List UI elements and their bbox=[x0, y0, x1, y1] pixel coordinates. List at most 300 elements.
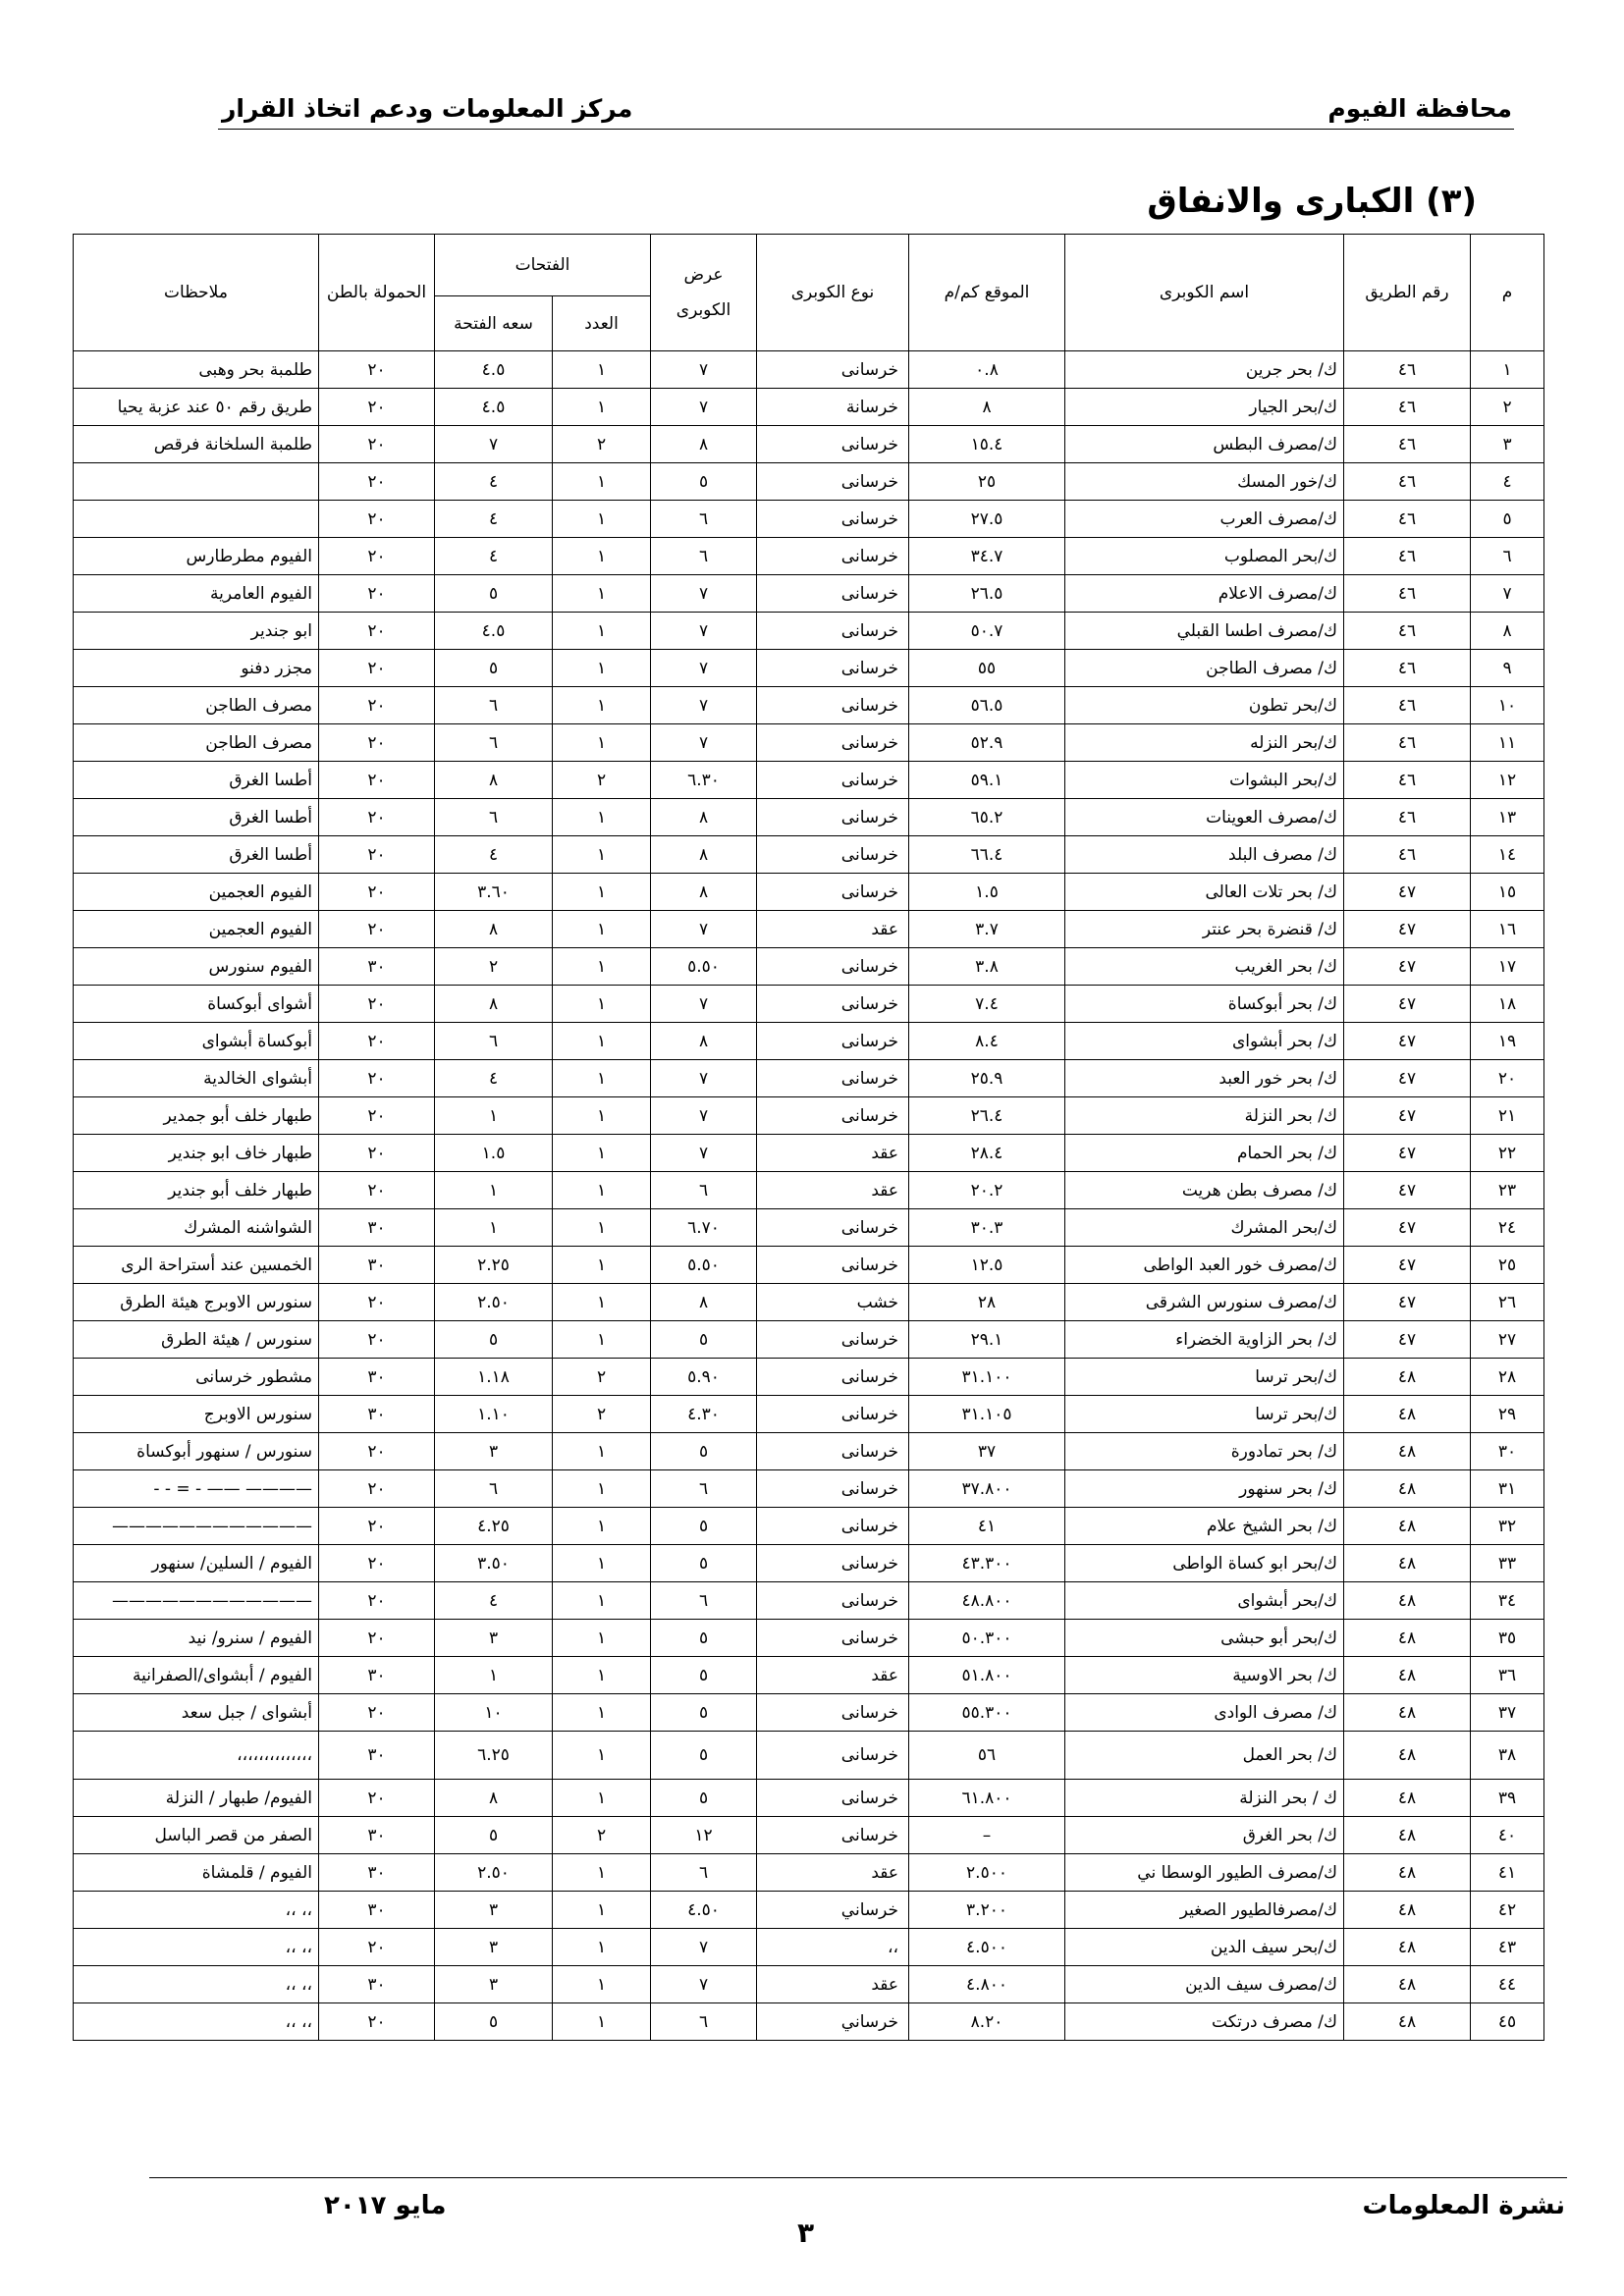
cell-bridge-name: ك / بحر النزلة bbox=[1065, 1780, 1344, 1817]
cell-load-tons: ٢٠ bbox=[319, 463, 435, 501]
cell-row-number: ٤٥ bbox=[1471, 2003, 1544, 2041]
table-row bbox=[74, 1732, 1544, 1780]
cell-bridge-type: خرسانى bbox=[757, 1582, 909, 1620]
page-number: ٣ bbox=[797, 2216, 815, 2249]
cell-load-tons: ٢٠ bbox=[319, 1470, 435, 1508]
cell-opening-span: ٣ bbox=[435, 1892, 553, 1929]
cell-bridge-width: ٧ bbox=[651, 724, 757, 762]
cell-bridge-width: ٧ bbox=[651, 650, 757, 687]
cell-bridge-name: ك/بحر المشرك bbox=[1065, 1209, 1344, 1247]
cell-notes: أشواى أبوكساة bbox=[74, 986, 319, 1023]
cell-notes: أطسا الغرق bbox=[74, 762, 319, 799]
cell-road-number: ٤٨ bbox=[1344, 2003, 1471, 2041]
cell-row-number: ٣٠ bbox=[1471, 1433, 1544, 1470]
col-header-openings: الفتحات bbox=[435, 235, 651, 296]
cell-notes: أطسا الغرق bbox=[74, 836, 319, 874]
cell-opening-span: ٣.٥٠ bbox=[435, 1545, 553, 1582]
cell-bridge-width: ٦.٣٠ bbox=[651, 762, 757, 799]
cell-road-number: ٤٧ bbox=[1344, 948, 1471, 986]
cell-bridge-location: ٣١.١٠٥ bbox=[909, 1396, 1065, 1433]
col-header-width: عرض الكوبرى bbox=[651, 235, 757, 351]
cell-road-number: ٤٧ bbox=[1344, 1321, 1471, 1359]
cell-load-tons: ٢٠ bbox=[319, 1780, 435, 1817]
header-divider bbox=[218, 129, 1514, 130]
cell-row-number: ٣٤ bbox=[1471, 1582, 1544, 1620]
cell-notes: ،،،،،،،،،،،،،، bbox=[74, 1732, 319, 1780]
cell-bridge-name: ك/ بحر أبشواى bbox=[1065, 1023, 1344, 1060]
cell-notes: الفيوم سنورس bbox=[74, 948, 319, 986]
table-row bbox=[74, 1359, 1544, 1396]
cell-row-number: ٣٧ bbox=[1471, 1694, 1544, 1732]
table-row bbox=[74, 687, 1544, 724]
cell-bridge-type: خرسانى bbox=[757, 687, 909, 724]
cell-opening-span: ٣ bbox=[435, 1433, 553, 1470]
cell-bridge-name: ك/ بحر الحمام bbox=[1065, 1135, 1344, 1172]
cell-opening-span: ١.١٨ bbox=[435, 1359, 553, 1396]
table-row bbox=[74, 1396, 1544, 1433]
table-row bbox=[74, 1247, 1544, 1284]
cell-notes: ،، ،، bbox=[74, 1892, 319, 1929]
cell-opening-span: ٣ bbox=[435, 1966, 553, 2003]
cell-bridge-location: ٦٦.٤ bbox=[909, 836, 1065, 874]
cell-row-number: ٣٢ bbox=[1471, 1508, 1544, 1545]
cell-bridge-width: ٥ bbox=[651, 1694, 757, 1732]
cell-opening-span: ٦ bbox=[435, 1470, 553, 1508]
cell-row-number: ٦ bbox=[1471, 538, 1544, 575]
cell-load-tons: ٢٠ bbox=[319, 1284, 435, 1321]
cell-bridge-location: ٣٧ bbox=[909, 1433, 1065, 1470]
cell-opening-span: ٨ bbox=[435, 911, 553, 948]
cell-row-number: ٢٨ bbox=[1471, 1359, 1544, 1396]
cell-notes: الفيوم العجمين bbox=[74, 911, 319, 948]
cell-road-number: ٤٧ bbox=[1344, 1135, 1471, 1172]
footer-date: مايو ٢٠١٧ bbox=[324, 2191, 447, 2220]
cell-opening-span: ٥ bbox=[435, 650, 553, 687]
cell-bridge-type: خرسانى bbox=[757, 836, 909, 874]
cell-load-tons: ٢٠ bbox=[319, 1172, 435, 1209]
cell-bridge-location: ٤٣.٣٠٠ bbox=[909, 1545, 1065, 1582]
cell-road-number: ٤٧ bbox=[1344, 986, 1471, 1023]
cell-load-tons: ٣٠ bbox=[319, 1732, 435, 1780]
cell-bridge-name: ك/ بحر الزاوية الخضراء bbox=[1065, 1321, 1344, 1359]
table-row bbox=[74, 724, 1544, 762]
cell-notes: الخمسين عند أستراحة الرى bbox=[74, 1247, 319, 1284]
cell-bridge-location: ٢٦.٤ bbox=[909, 1097, 1065, 1135]
cell-road-number: ٤٨ bbox=[1344, 1732, 1471, 1780]
cell-row-number: ١١ bbox=[1471, 724, 1544, 762]
table-row bbox=[74, 1097, 1544, 1135]
cell-load-tons: ٢٠ bbox=[319, 1097, 435, 1135]
cell-bridge-location: ٣١.١٠٠ bbox=[909, 1359, 1065, 1396]
cell-bridge-location: ٣.٢٠٠ bbox=[909, 1892, 1065, 1929]
cell-bridge-type: خرسانى bbox=[757, 650, 909, 687]
cell-opening-span: ١ bbox=[435, 1657, 553, 1694]
cell-bridge-location: ٢٦.٥ bbox=[909, 575, 1065, 613]
col-header-count: العدد bbox=[553, 296, 651, 351]
cell-row-number: ١٢ bbox=[1471, 762, 1544, 799]
cell-row-number: ١٨ bbox=[1471, 986, 1544, 1023]
cell-bridge-type: خرسانى bbox=[757, 799, 909, 836]
cell-opening-span: ٤ bbox=[435, 501, 553, 538]
cell-load-tons: ٣٠ bbox=[319, 1209, 435, 1247]
cell-bridge-location: ٢٩.١ bbox=[909, 1321, 1065, 1359]
cell-bridge-width: ٧ bbox=[651, 1966, 757, 2003]
cell-bridge-name: ك/مصرف خور العبد الواطى bbox=[1065, 1247, 1344, 1284]
cell-bridge-type: خرسانى bbox=[757, 1780, 909, 1817]
cell-bridge-type: خرسانى bbox=[757, 948, 909, 986]
table-row bbox=[74, 1817, 1544, 1854]
cell-opening-span: ٧ bbox=[435, 426, 553, 463]
cell-bridge-type: خرسانى bbox=[757, 463, 909, 501]
cell-openings-count: ١ bbox=[553, 1657, 651, 1694]
cell-openings-count: ١ bbox=[553, 1620, 651, 1657]
cell-road-number: ٤٦ bbox=[1344, 799, 1471, 836]
cell-row-number: ١ bbox=[1471, 351, 1544, 389]
cell-opening-span: ١ bbox=[435, 1209, 553, 1247]
cell-road-number: ٤٦ bbox=[1344, 426, 1471, 463]
cell-load-tons: ٢٠ bbox=[319, 538, 435, 575]
cell-road-number: ٤٨ bbox=[1344, 1780, 1471, 1817]
cell-openings-count: ١ bbox=[553, 1060, 651, 1097]
cell-load-tons: ٢٠ bbox=[319, 575, 435, 613]
cell-bridge-width: ٧ bbox=[651, 613, 757, 650]
cell-row-number: ٢٢ bbox=[1471, 1135, 1544, 1172]
cell-bridge-location: ٥٦ bbox=[909, 1732, 1065, 1780]
table-row bbox=[74, 613, 1544, 650]
cell-bridge-name: ك/بحر النزله bbox=[1065, 724, 1344, 762]
cell-notes: طلمبة بحر وهبى bbox=[74, 351, 319, 389]
cell-openings-count: ١ bbox=[553, 799, 651, 836]
cell-load-tons: ٢٠ bbox=[319, 799, 435, 836]
cell-bridge-location: ٥٥.٣٠٠ bbox=[909, 1694, 1065, 1732]
cell-opening-span: ٤.٢٥ bbox=[435, 1508, 553, 1545]
cell-bridge-name: ك/بحر ترسا bbox=[1065, 1359, 1344, 1396]
col-header-bridge-type: نوع الكوبرى bbox=[757, 235, 909, 351]
cell-bridge-width: ٥.٥٠ bbox=[651, 1247, 757, 1284]
cell-bridge-name: ك/ بحر النزلة bbox=[1065, 1097, 1344, 1135]
table-row bbox=[74, 1694, 1544, 1732]
table-row bbox=[74, 1172, 1544, 1209]
cell-bridge-name: ك/مصرف سيف الدين bbox=[1065, 1966, 1344, 2003]
cell-notes: مصرف الطاجن bbox=[74, 687, 319, 724]
table-row bbox=[74, 351, 1544, 389]
table-row bbox=[74, 799, 1544, 836]
cell-road-number: ٤٧ bbox=[1344, 911, 1471, 948]
cell-load-tons: ٣٠ bbox=[319, 1854, 435, 1892]
cell-road-number: ٤٦ bbox=[1344, 501, 1471, 538]
cell-notes: الفيوم / أبشواى/الصفرانية bbox=[74, 1657, 319, 1694]
table-row bbox=[74, 1135, 1544, 1172]
cell-notes: الفيوم العامرية bbox=[74, 575, 319, 613]
cell-bridge-type: خرسانى bbox=[757, 538, 909, 575]
cell-bridge-width: ٧ bbox=[651, 1060, 757, 1097]
cell-openings-count: ١ bbox=[553, 1209, 651, 1247]
cell-bridge-location: ٧.٤ bbox=[909, 986, 1065, 1023]
cell-row-number: ٤ bbox=[1471, 463, 1544, 501]
cell-bridge-location: ٥٠.٣٠٠ bbox=[909, 1620, 1065, 1657]
cell-load-tons: ٣٠ bbox=[319, 1359, 435, 1396]
cell-bridge-width: ٧ bbox=[651, 389, 757, 426]
cell-road-number: ٤٨ bbox=[1344, 1892, 1471, 1929]
cell-opening-span: ٥ bbox=[435, 2003, 553, 2041]
cell-bridge-name: ك/بحر أبشواى bbox=[1065, 1582, 1344, 1620]
cell-load-tons: ٢٠ bbox=[319, 1433, 435, 1470]
cell-notes: أبشواى / جبل سعد bbox=[74, 1694, 319, 1732]
cell-bridge-name: ك/ بحر سنهور bbox=[1065, 1470, 1344, 1508]
cell-notes: طريق رقم ٥٠ عند عزبة يحيا bbox=[74, 389, 319, 426]
cell-bridge-width: ٥.٩٠ bbox=[651, 1359, 757, 1396]
cell-bridge-type: خرسانى bbox=[757, 351, 909, 389]
cell-notes bbox=[74, 463, 319, 501]
cell-opening-span: ٤ bbox=[435, 1060, 553, 1097]
cell-bridge-name: ك/ بحر الغريب bbox=[1065, 948, 1344, 986]
cell-openings-count: ١ bbox=[553, 1929, 651, 1966]
cell-road-number: ٤٦ bbox=[1344, 575, 1471, 613]
col-header-m: م bbox=[1471, 235, 1544, 351]
cell-road-number: ٤٧ bbox=[1344, 1060, 1471, 1097]
table-row bbox=[74, 1433, 1544, 1470]
cell-openings-count: ٢ bbox=[553, 426, 651, 463]
cell-notes: أبوكساة أبشواى bbox=[74, 1023, 319, 1060]
cell-bridge-type: خرساني bbox=[757, 2003, 909, 2041]
table-row bbox=[74, 1470, 1544, 1508]
cell-load-tons: ٢٠ bbox=[319, 1620, 435, 1657]
cell-bridge-location: ٥٦.٥ bbox=[909, 687, 1065, 724]
cell-road-number: ٤٧ bbox=[1344, 1284, 1471, 1321]
cell-road-number: ٤٨ bbox=[1344, 1508, 1471, 1545]
cell-bridge-width: ١٢ bbox=[651, 1817, 757, 1854]
cell-openings-count: ١ bbox=[553, 538, 651, 575]
cell-bridge-width: ٨ bbox=[651, 1284, 757, 1321]
cell-road-number: ٤٦ bbox=[1344, 613, 1471, 650]
cell-bridge-name: ك/ بحر تلات العالى bbox=[1065, 874, 1344, 911]
table-row bbox=[74, 1321, 1544, 1359]
cell-bridge-width: ٦ bbox=[651, 1470, 757, 1508]
cell-row-number: ١٥ bbox=[1471, 874, 1544, 911]
cell-bridge-type: خرسانى bbox=[757, 762, 909, 799]
cell-bridge-type: خرسانى bbox=[757, 1470, 909, 1508]
cell-bridge-name: ك/بحر الجيار bbox=[1065, 389, 1344, 426]
cell-row-number: ٣٩ bbox=[1471, 1780, 1544, 1817]
cell-road-number: ٤٧ bbox=[1344, 1247, 1471, 1284]
cell-openings-count: ١ bbox=[553, 575, 651, 613]
cell-row-number: ٢٤ bbox=[1471, 1209, 1544, 1247]
cell-bridge-name: ك/مصرف العوينات bbox=[1065, 799, 1344, 836]
cell-bridge-type: خرسانى bbox=[757, 1396, 909, 1433]
cell-road-number: ٤٧ bbox=[1344, 1097, 1471, 1135]
cell-notes: الفيوم/ طبهار / النزلة bbox=[74, 1780, 319, 1817]
cell-bridge-width: ٦ bbox=[651, 1854, 757, 1892]
cell-notes: الصفر من قصر الباسل bbox=[74, 1817, 319, 1854]
cell-opening-span: ١ bbox=[435, 1097, 553, 1135]
cell-bridge-type: خرسانى bbox=[757, 1545, 909, 1582]
cell-openings-count: ١ bbox=[553, 1097, 651, 1135]
table-row bbox=[74, 650, 1544, 687]
cell-bridge-type: خرسانى bbox=[757, 1060, 909, 1097]
cell-openings-count: ١ bbox=[553, 351, 651, 389]
cell-notes: مشطور خرسانى bbox=[74, 1359, 319, 1396]
cell-road-number: ٤٦ bbox=[1344, 463, 1471, 501]
table-row bbox=[74, 1582, 1544, 1620]
cell-opening-span: ٣.٦٠ bbox=[435, 874, 553, 911]
cell-opening-span: ٨ bbox=[435, 762, 553, 799]
cell-openings-count: ١ bbox=[553, 1966, 651, 2003]
cell-road-number: ٤٦ bbox=[1344, 351, 1471, 389]
cell-bridge-name: ك/ بحر أبوكساة bbox=[1065, 986, 1344, 1023]
col-header-road-no: رقم الطريق bbox=[1344, 235, 1471, 351]
cell-opening-span: ٥ bbox=[435, 575, 553, 613]
cell-notes: سنورس الاوبرج bbox=[74, 1396, 319, 1433]
cell-notes: الفيوم / السلين/ سنهور bbox=[74, 1545, 319, 1582]
col-header-location: الموقع كم/م bbox=[909, 235, 1065, 351]
cell-opening-span: ٢.٥٠ bbox=[435, 1284, 553, 1321]
cell-bridge-type: خرسانى bbox=[757, 426, 909, 463]
cell-bridge-name: ك/ بحر الاوسية bbox=[1065, 1657, 1344, 1694]
cell-load-tons: ٣٠ bbox=[319, 1657, 435, 1694]
cell-load-tons: ٢٠ bbox=[319, 1508, 435, 1545]
cell-road-number: ٤٦ bbox=[1344, 650, 1471, 687]
cell-row-number: ٥ bbox=[1471, 501, 1544, 538]
cell-bridge-location: ٨ bbox=[909, 389, 1065, 426]
cell-load-tons: ٢٠ bbox=[319, 426, 435, 463]
cell-road-number: ٤٨ bbox=[1344, 1359, 1471, 1396]
table-row bbox=[74, 1023, 1544, 1060]
cell-bridge-type: خرسانى bbox=[757, 1694, 909, 1732]
cell-bridge-type: خرسانى bbox=[757, 1620, 909, 1657]
cell-notes: ،، ،، bbox=[74, 2003, 319, 2041]
table-row bbox=[74, 948, 1544, 986]
cell-road-number: ٤٧ bbox=[1344, 1209, 1471, 1247]
cell-row-number: ٣٥ bbox=[1471, 1620, 1544, 1657]
cell-road-number: ٤٦ bbox=[1344, 762, 1471, 799]
cell-bridge-width: ٧ bbox=[651, 351, 757, 389]
cell-openings-count: ١ bbox=[553, 1732, 651, 1780]
cell-bridge-location: ٥١.٨٠٠ bbox=[909, 1657, 1065, 1694]
cell-bridge-type: عقد bbox=[757, 1966, 909, 2003]
cell-bridge-location: ٤.٨٠٠ bbox=[909, 1966, 1065, 2003]
cell-row-number: ١٤ bbox=[1471, 836, 1544, 874]
cell-bridge-type: خرسانى bbox=[757, 575, 909, 613]
cell-notes: الفيوم / قلمشاة bbox=[74, 1854, 319, 1892]
cell-opening-span: ٦ bbox=[435, 687, 553, 724]
table-row bbox=[74, 874, 1544, 911]
cell-bridge-width: ٥ bbox=[651, 1433, 757, 1470]
cell-bridge-location: ٦٥.٢ bbox=[909, 799, 1065, 836]
cell-row-number: ٢٠ bbox=[1471, 1060, 1544, 1097]
cell-openings-count: ١ bbox=[553, 1470, 651, 1508]
cell-opening-span: ٤.٥ bbox=[435, 389, 553, 426]
cell-notes: طبهار خلف أبو جندير bbox=[74, 1172, 319, 1209]
table-row bbox=[74, 2003, 1544, 2041]
table-row bbox=[74, 1657, 1544, 1694]
cell-opening-span: ٢.٥٠ bbox=[435, 1854, 553, 1892]
cell-bridge-location: ٣.٨ bbox=[909, 948, 1065, 986]
cell-row-number: ٣٦ bbox=[1471, 1657, 1544, 1694]
table-body bbox=[74, 351, 1544, 2041]
cell-row-number: ٢٧ bbox=[1471, 1321, 1544, 1359]
cell-notes: أبشواى الخالدية bbox=[74, 1060, 319, 1097]
cell-openings-count: ١ bbox=[553, 1854, 651, 1892]
cell-opening-span: ٦.٢٥ bbox=[435, 1732, 553, 1780]
cell-bridge-location: ١.٥ bbox=[909, 874, 1065, 911]
cell-road-number: ٤٨ bbox=[1344, 1470, 1471, 1508]
cell-openings-count: ١ bbox=[553, 986, 651, 1023]
cell-openings-count: ١ bbox=[553, 1433, 651, 1470]
cell-bridge-name: ك/بحر ترسا bbox=[1065, 1396, 1344, 1433]
cell-notes: الفيوم مطرطارس bbox=[74, 538, 319, 575]
table-row bbox=[74, 1780, 1544, 1817]
cell-bridge-width: ٧ bbox=[651, 1135, 757, 1172]
col-header-load: الحمولة بالطن bbox=[319, 235, 435, 351]
cell-row-number: ٣٣ bbox=[1471, 1545, 1544, 1582]
table-row bbox=[74, 836, 1544, 874]
cell-openings-count: ١ bbox=[553, 836, 651, 874]
cell-row-number: ٤١ bbox=[1471, 1854, 1544, 1892]
col-header-notes: ملاحظات bbox=[74, 235, 319, 351]
cell-bridge-name: ك/بحر البشوات bbox=[1065, 762, 1344, 799]
cell-road-number: ٤٦ bbox=[1344, 538, 1471, 575]
cell-load-tons: ٢٠ bbox=[319, 762, 435, 799]
cell-bridge-name: ك/مصرف العرب bbox=[1065, 501, 1344, 538]
table-row bbox=[74, 426, 1544, 463]
cell-openings-count: ١ bbox=[553, 1780, 651, 1817]
cell-opening-span: ٤ bbox=[435, 836, 553, 874]
cell-road-number: ٤٦ bbox=[1344, 389, 1471, 426]
cell-openings-count: ١ bbox=[553, 389, 651, 426]
cell-bridge-location: ٠.٨ bbox=[909, 351, 1065, 389]
cell-bridge-width: ٦ bbox=[651, 1172, 757, 1209]
cell-bridge-width: ٦ bbox=[651, 538, 757, 575]
cell-bridge-location: ٤.٥٠٠ bbox=[909, 1929, 1065, 1966]
cell-bridge-location: ٨.٢٠ bbox=[909, 2003, 1065, 2041]
cell-bridge-location: ٣٤.٧ bbox=[909, 538, 1065, 575]
cell-bridge-location: ٨.٤ bbox=[909, 1023, 1065, 1060]
table-row bbox=[74, 575, 1544, 613]
cell-notes: سنورس / سنهور أبوكساة bbox=[74, 1433, 319, 1470]
cell-bridge-type: عقد bbox=[757, 1854, 909, 1892]
cell-notes: الشواشنه المشرك bbox=[74, 1209, 319, 1247]
table-row bbox=[74, 1508, 1544, 1545]
cell-bridge-location: ٢٠.٢ bbox=[909, 1172, 1065, 1209]
cell-opening-span: ٤ bbox=[435, 1582, 553, 1620]
cell-bridge-width: ٤.٣٠ bbox=[651, 1396, 757, 1433]
cell-row-number: ٢ bbox=[1471, 389, 1544, 426]
cell-openings-count: ١ bbox=[553, 613, 651, 650]
cell-notes: ،، ،، bbox=[74, 1966, 319, 2003]
cell-openings-count: ١ bbox=[553, 501, 651, 538]
cell-bridge-width: ٧ bbox=[651, 687, 757, 724]
cell-load-tons: ٢٠ bbox=[319, 1060, 435, 1097]
cell-bridge-width: ٥.٥٠ bbox=[651, 948, 757, 986]
cell-openings-count: ١ bbox=[553, 2003, 651, 2041]
cell-load-tons: ٢٠ bbox=[319, 1023, 435, 1060]
cell-road-number: ٤٨ bbox=[1344, 1396, 1471, 1433]
cell-bridge-type: عقد bbox=[757, 1135, 909, 1172]
cell-notes: طبهار خلف أبو جمدير bbox=[74, 1097, 319, 1135]
center-header: مركز المعلومات ودعم اتخاذ القرار bbox=[222, 94, 633, 123]
cell-load-tons: ٢٠ bbox=[319, 501, 435, 538]
cell-road-number: ٤٨ bbox=[1344, 1433, 1471, 1470]
cell-opening-span: ١ bbox=[435, 1172, 553, 1209]
cell-openings-count: ١ bbox=[553, 1172, 651, 1209]
cell-bridge-location: ٢٧.٥ bbox=[909, 501, 1065, 538]
cell-bridge-width: ٨ bbox=[651, 836, 757, 874]
table-row bbox=[74, 538, 1544, 575]
cell-bridge-width: ٨ bbox=[651, 874, 757, 911]
cell-road-number: ٤٦ bbox=[1344, 687, 1471, 724]
cell-bridge-name: ك/مصرف اطسا القبلي bbox=[1065, 613, 1344, 650]
cell-bridge-type: خرسانى bbox=[757, 874, 909, 911]
